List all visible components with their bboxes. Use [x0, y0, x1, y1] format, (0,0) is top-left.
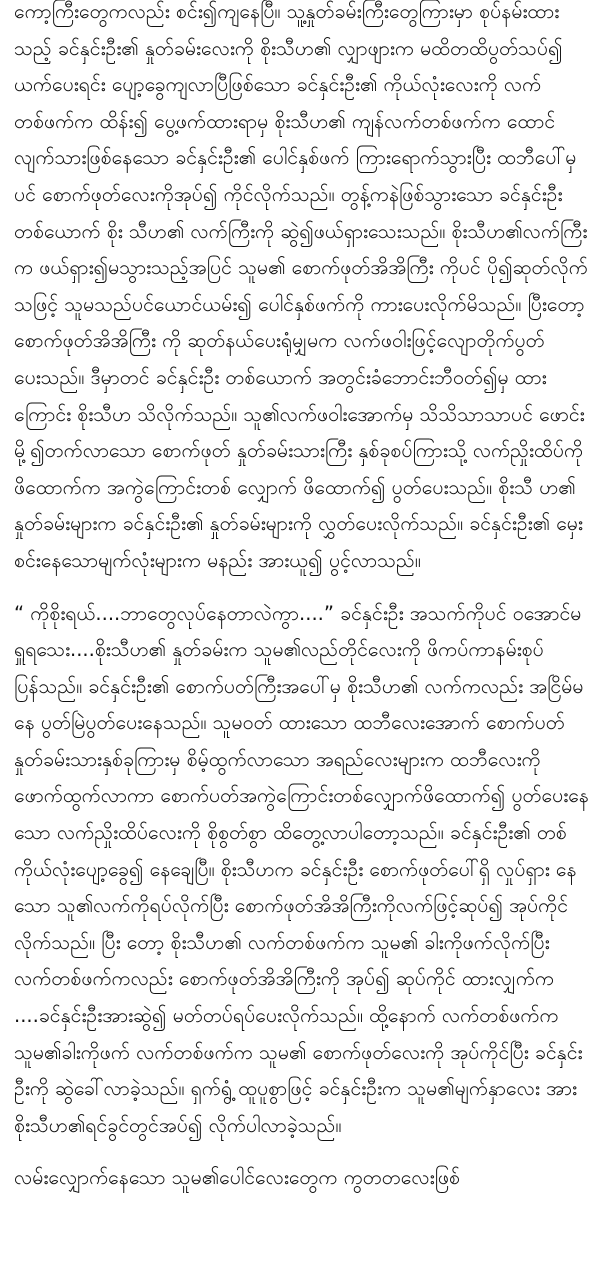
- story-text-column: [14, 0, 590, 1197]
- paragraph-2: “ ကိုစိုးရယ်....ဘာတွေလုပ်နေတာလဲကွာ....” ခင်နှင်းဦး အသက်ကိုပင် ဝအောင်မရှူရသေး....စိုးသီဟ၏ နှုတ်ခမ်းက သူမ၏လည်တိုင်လေးကို ဖိကပ်ကာနမ်းစုပ် ပြန်သည်။ ခင်နှင်းဦး၏ စောက်ပတ်ကြီးအပေါ်မှ စိုးသီဟ၏ လက်ကလည်း အငြိမ်မနေ ပွတ်မြဲပွတ်ပေးနေသည်။ သူမဝတ် ထားသော ထဘီလေးအောက် စောက်ပတ်နှုတ်ခမ်းသားနှစ်ခုကြားမှ စိမ့်ထွက်လာသော အရည်လေးများက ထဘီလေးကို ဖောက်ထွက်လာကာ စောက်ပတ်အကွဲကြောင်းတစ်လျှောက်ဖိထောက်၍ ပွတ်ပေးနေသော လက်ညှိုးထိပ်လေးကို စိုစွတ်စွာ ထိတွေ့လာပါတော့သည်။ ခင်နှင်းဦး၏ တစ်ကိုယ်လုံးပျော့ခွေ၍ နေချေပြီ။ စိုးသီဟက ခင်နှင်းဦး စောက်ဖုတ်ပေါ်ရှိ လှုပ်ရှား နေသော သူ၏လက်ကိုရပ်လိုက်ပြီး စောက်ဖုတ်အိအိကြီးကိုလက်ဖြင့်ဆုပ်၍ အုပ်ကိုင်လိုက်သည်။ ပြီး တော့ စိုးသီဟ၏ လက်တစ်ဖက်က သူမ၏ ခါးကိုဖက်လိုက်ပြီး လက်တစ်ဖက်ကလည်း စောက်ဖုတ်အိအိကြီးကို အုပ်၍ ဆုပ်ကိုင် ထားလျှက်က ....ခင်နှင်းဦးအားဆွဲ၍ မတ်တပ်ရပ်ပေးလိုက်သည်။ ထို့နောက် လက်တစ်ဖက်က သူမ၏ခါးကိုဖက် လက်တစ်ဖက်က သူမ၏ စောက်ဖုတ်လေးကို အုပ်ကိုင်ပြီး ခင်နှင်းဦးကို ဆွဲခေါ်လာခဲ့သည်။ ရှက်ရွံ့ ထူပူစွာဖြင့် ခင်နှင်းဦးက သူမ၏မျက်နှာလေး အား စိုးသီဟ၏ရင်ခွင်တွင်အပ်၍ လိုက်ပါလာခဲ့သည်။: [14, 601, 589, 1137]
- paragraph-3: လမ်းလျှောက်နေသော သူမ၏ပေါင်လေးတွေက ကွတတလေးဖြစ်: [14, 1166, 460, 1190]
- paragraph-1: ကော့ကြီးတွေကလည်း စင်း၍ကျနေပြီ။ သူ့နှုတ်ခမ်းကြီးတွေကြားမှာ စုပ်နမ်းထားသည့် ခင်နှင်းဦး၏ နှုတ်ခမ်းလေးကို စိုးသီဟ၏ လျှာဖျားက မထိတထိပွတ်သပ်၍ ယက်ပေးရင်း ပျော့ခွေကျလာပြီဖြစ်သော ခင်နှင်းဦး၏ ကိုယ်လုံးလေးကို လက် တစ်ဖက်က ထိန်း၍ ပွေ့ဖက်ထားရာမှ စိုးသီဟ၏ ကျန်လက်တစ်ဖက်က ထောင်လျက်သားဖြစ်နေသော ခင်နှင်းဦး၏ ပေါင်နှစ်ဖက် ကြားရောက်သွားပြီး ထဘီပေါ်မှပင် စောက်ဖုတ်လေးကိုအုပ်၍ ကိုင်လိုက်သည်။ တွန့်ကနဲဖြစ်သွားသော ခင်နှင်းဦးတစ်ယောက် စိုး သီဟ၏ လက်ကြီးကို ဆွဲ၍ဖယ်ရှားသေးသည်။ စိုးသီဟ၏လက်ကြီးက ဖယ်ရှား၍မသွားသည့်အပြင် သူမ၏ စောက်ဖုတ်အိအိကြီး ကိုပင် ပို၍ဆုတ်လိုက်သဖြင့် သူမသည်ပင်ယောင်ယမ်း၍ ပေါင်နှစ်ဖက်ကို ကားပေးလိုက်မိသည်။ ပြီးတော့ စောက်ဖုတ်အိအိကြီး ကို ဆုတ်နယ်ပေးရုံမျှမက လက်ဖဝါးဖြင့်လျောတိုက်ပွတ်ပေးသည်။ ဒီမှာတင် ခင်နှင်းဦး တစ်ယောက် အတွင်းခံဘောင်းဘီဝတ်၍မှ ထားကြောင်း စိုးသီဟ သိလိုက်သည်။ သူ၏လက်ဖဝါးအောက်မှ သိသိသာသာပင် ဖောင်းမို့၍တက်လာသော စောက်ဖုတ် နှုတ်ခမ်းသားကြီး နှစ်ခုစပ်ကြားသို့ လက်ညှိုးထိပ်ကိုဖိထောက်က အကွဲကြောင်းတစ် လျှောက် ဖိထောက်၍ ပွတ်ပေးသည်။ စိုးသီ ဟ၏ နှုတ်ခမ်းများက ခင်နှင်းဦး၏ နှုတ်ခမ်းများကို လွှတ်ပေးလိုက်သည်။ ခင်နှင်းဦး၏ မှေးစင်းနေသောမျက်လုံးများက မနည်း အားယူ၍ ပွင့်လာသည်။: [14, 0, 588, 572]
